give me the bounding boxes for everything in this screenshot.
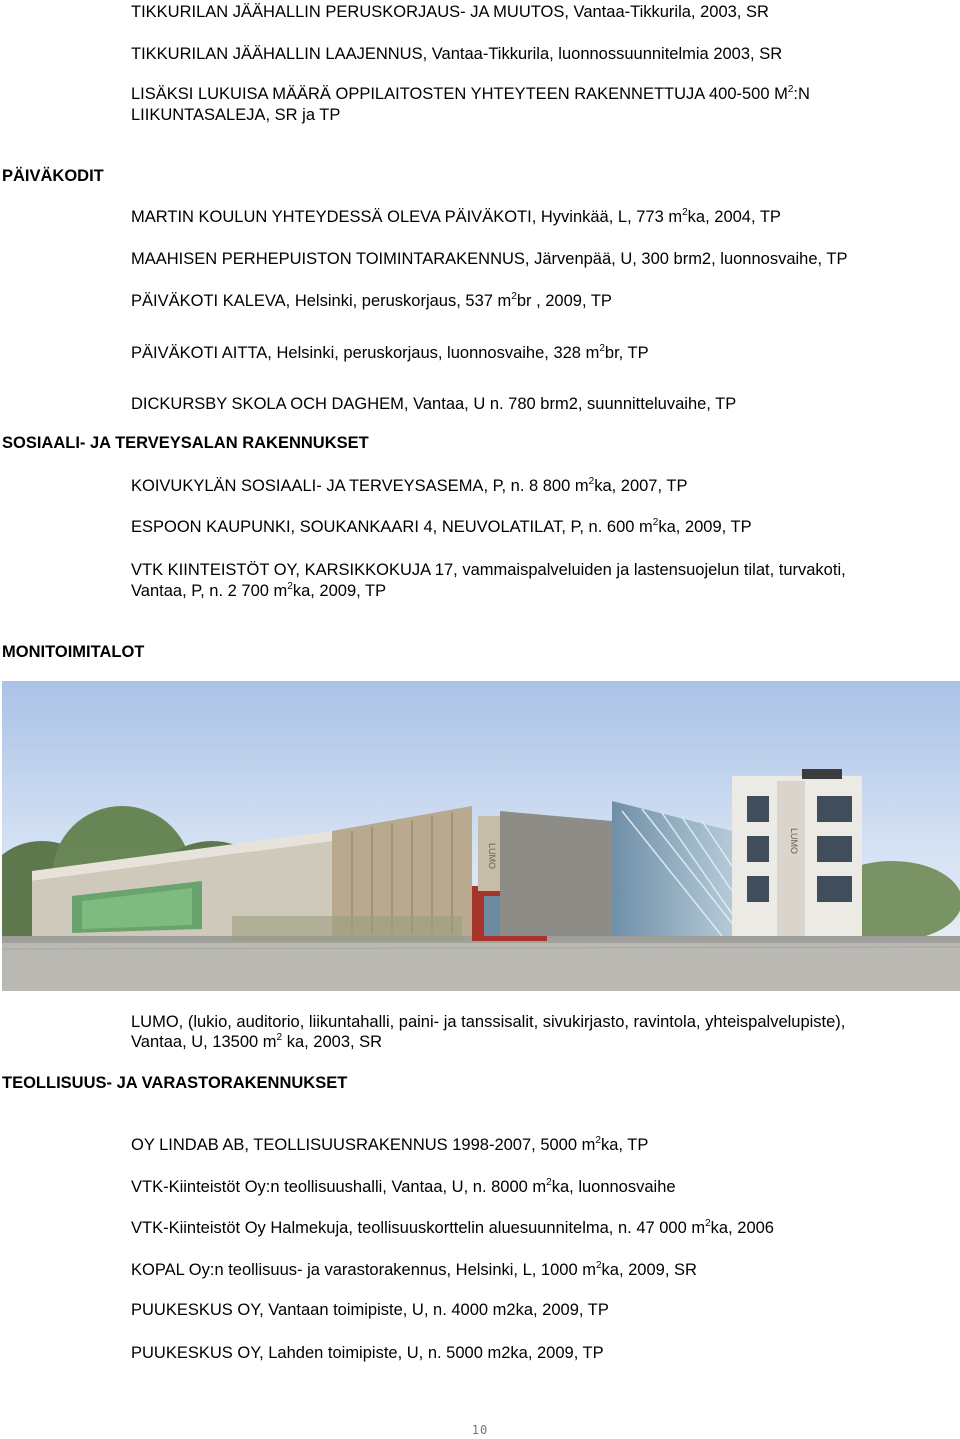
list-item	[131, 476, 687, 496]
item-text: ka, 2003, SR	[282, 1033, 383, 1051]
superscript: 2	[511, 291, 517, 302]
item-text: ka, 2006	[710, 1219, 774, 1237]
item-text: LIIKUNTASALEJA, SR ja TP	[131, 106, 341, 124]
item-text: TIKKURILAN JÄÄHALLIN LAAJENNUS, Vantaa-Tikkurila, luonnossuunnitelmia 2003, SR	[131, 45, 783, 63]
item-text: PUUKESKUS OY, Lahden toimipiste, U, n. 5000 m2ka, 2009, TP	[131, 1344, 604, 1362]
item-text: :N	[793, 85, 810, 103]
list-item	[131, 1032, 382, 1052]
item-text: VTK-Kiinteistöt Oy Halmekuja, teollisuuskorttelin aluesuunnitelma, n. 47 000 m	[131, 1219, 706, 1237]
list-item	[131, 560, 846, 580]
list-item	[131, 517, 752, 537]
building-photo	[2, 681, 960, 991]
list-item	[131, 1135, 648, 1155]
item-text: ESPOON KAUPUNKI, SOUKANKAARI 4, NEUVOLATILAT, P, n. 600 m	[131, 518, 653, 536]
list-item	[131, 1260, 697, 1280]
item-text: MARTIN KOULUN YHTEYDESSÄ OLEVA PÄIVÄKOTI, Hyvinkää, L, 773 m	[131, 208, 683, 226]
item-text: DICKURSBY SKOLA OCH DAGHEM, Vantaa, U n. 780 brm2, suunnitteluvaihe, TP	[131, 395, 737, 413]
list-item	[131, 44, 782, 64]
superscript: 2	[705, 1218, 711, 1229]
item-text: VTK-Kiinteistöt Oy:n teollisuushalli, Vantaa, U, n. 8000 m	[131, 1178, 547, 1196]
item-text: PUUKESKUS OY, Vantaan toimipiste, U, n. 4000 m2ka, 2009, TP	[131, 1301, 609, 1319]
item-text: PÄIVÄKOTI KALEVA, Helsinki, peruskorjaus, 537 m	[131, 292, 512, 310]
item-text: LUMO, (lukio, auditorio, liikuntahalli, paini- ja tanssisalit, sivukirjasto, ravintola, yhteispalvelupiste),	[131, 1013, 846, 1031]
list-item	[131, 207, 781, 227]
list-item	[131, 105, 340, 125]
list-item	[131, 1218, 774, 1238]
list-item	[131, 84, 810, 104]
item-text: ka, 2009, TP	[292, 582, 387, 600]
item-text: Vantaa, U, 13500 m	[131, 1033, 277, 1051]
superscript: 2	[588, 476, 595, 487]
list-item	[131, 343, 649, 363]
superscript: 2	[276, 1032, 283, 1043]
superscript: 2	[595, 1260, 602, 1271]
list-item	[131, 2, 769, 22]
item-text: TIKKURILAN JÄÄHALLIN PERUSKORJAUS- JA MUUTOS, Vantaa-Tikkurila, 2003, SR	[131, 3, 769, 21]
section-heading: MONITOIMITALOT	[2, 643, 145, 661]
list-item	[131, 1343, 604, 1363]
list-item	[131, 394, 736, 414]
superscript: 2	[546, 1177, 552, 1188]
item-text: KOIVUKYLÄN SOSIAALI- JA TERVEYSASEMA, P, n. 8 800 m	[131, 477, 589, 495]
item-text: LISÄKSI LUKUISA MÄÄRÄ OPPILAITOSTEN YHTEYTEEN RAKENNETTUJA 400-500 M	[131, 85, 788, 103]
item-text: OY LINDAB AB, TEOLLISUUSRAKENNUS 1998-2007, 5000 m	[131, 1136, 596, 1154]
section-heading: SOSIAALI- JA TERVEYSALAN RAKENNUKSET	[2, 434, 369, 452]
item-text: br , 2009, TP	[516, 292, 612, 310]
list-item	[131, 1177, 676, 1197]
superscript: 2	[682, 207, 688, 218]
page-number: 10	[471, 1423, 489, 1437]
item-text: ka, TP	[600, 1136, 649, 1154]
list-item	[131, 1012, 845, 1032]
list-item	[131, 291, 612, 311]
section-heading: PÄIVÄKODIT	[2, 167, 104, 185]
item-text: ka, luonnosvaihe	[551, 1178, 676, 1196]
item-text: PÄIVÄKOTI AITTA, Helsinki, peruskorjaus, luonnosvaihe, 328 m	[131, 344, 600, 362]
sign-text: LUMO	[789, 827, 799, 855]
list-item	[131, 581, 386, 601]
item-text: ka, 2004, TP	[687, 208, 781, 226]
list-item	[131, 1300, 609, 1320]
item-text: br, TP	[604, 344, 649, 362]
superscript: 2	[595, 1135, 601, 1146]
section-heading: TEOLLISUUS- JA VARASTORAKENNUKSET	[2, 1074, 348, 1092]
item-text: Vantaa, P, n. 2 700 m	[131, 582, 288, 600]
item-text: KOPAL Oy:n teollisuus- ja varastorakennus, Helsinki, L, 1000 m	[131, 1261, 596, 1279]
item-text: ka, 2007, TP	[594, 477, 688, 495]
superscript: 2	[652, 517, 659, 528]
superscript: 2	[599, 343, 605, 354]
superscript: 2	[787, 84, 794, 95]
list-item	[131, 249, 847, 269]
superscript: 2	[287, 581, 293, 592]
item-text: ka, 2009, TP	[658, 518, 752, 536]
item-text: ka, 2009, SR	[601, 1261, 697, 1279]
sign-text: LUMO	[487, 842, 497, 870]
item-text: MAAHISEN PERHEPUISTON TOIMINTARAKENNUS, Järvenpää, U, 300 brm2, luonnosvaihe, TP	[131, 250, 848, 268]
item-text: VTK KIINTEISTÖT OY, KARSIKKOKUJA 17, vammaispalveluiden ja lastensuojelun tilat, turvakoti,	[131, 561, 846, 579]
